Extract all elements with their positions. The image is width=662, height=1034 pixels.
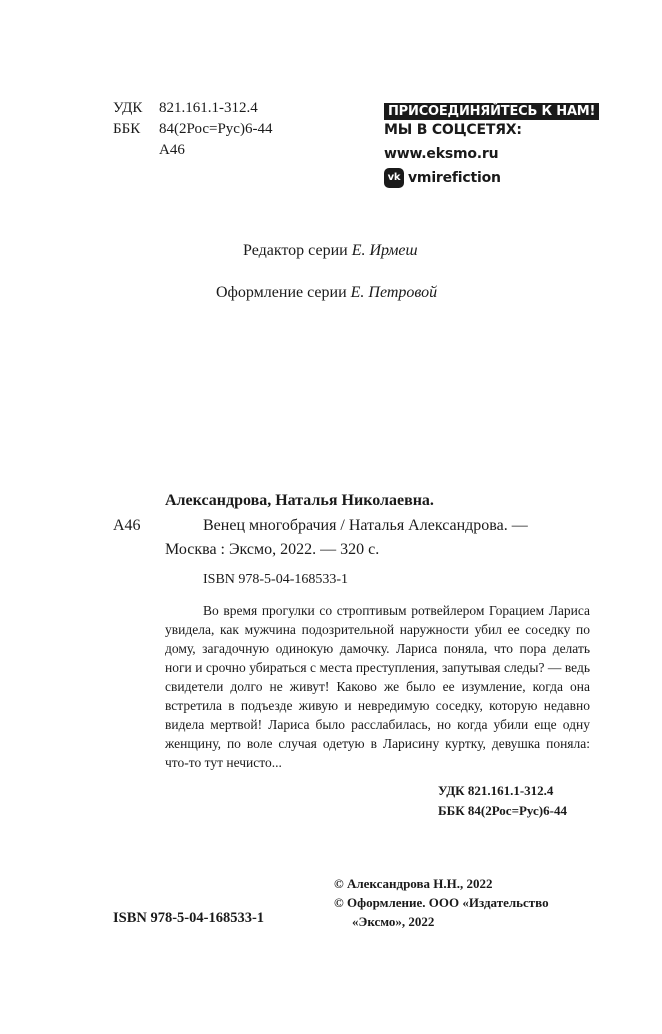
copyright-line-1: © Александрова Н.Н., 2022 <box>334 876 493 891</box>
udk-label: УДК <box>113 100 143 116</box>
editor-name: Е. Ирмеш <box>351 242 418 259</box>
udk-row <box>113 98 272 119</box>
design-name: Е. Петровой <box>350 284 438 301</box>
udk-value: 821.161.1-312.4 <box>159 100 258 116</box>
editor-credit <box>243 242 418 260</box>
copyright-line-2: © Оформление. ООО «Издательство <box>334 895 549 910</box>
bottom-udk: УДК 821.161.1-312.4 <box>438 783 554 798</box>
copyright-block <box>334 874 549 931</box>
copyright-line-3: «Эксмо», 2022 <box>352 914 435 929</box>
author-mark-row <box>113 140 272 161</box>
editor-label: Редактор серии <box>243 242 348 259</box>
vk-icon: vk <box>384 168 404 188</box>
annotation-text: Во время прогулки со строптивым ротвейлером Горацием Лариса увидела, как мужчина подозрительной наружности убил ее соседку по дому, загадочную одинокую дамочку. Лариса поняла, что пора делать ноги и срочно убираться с места преступления, запутывая следы? — ведь свидетели долго не живут! Каково же было ее изумление, когда она встретила в подъезде живую и невредимую соседку, которую недавно видела мертвой! Лариса было расслабилась, но когда убили еще одну женщину, по воле случая одетую в Ларисину куртку, девушка поняла: что-то тут нечисто... <box>165 603 590 770</box>
bib-isbn: ISBN 978-5-04-168533-1 <box>203 572 349 587</box>
vk-handle[interactable]: vmirefiction <box>408 170 501 186</box>
promo-banner: ПРИСОЕДИНЯЙТЕСЬ К НАМ! <box>384 103 599 120</box>
author-mark: А46 <box>159 142 185 158</box>
vk-row[interactable] <box>384 168 599 188</box>
social-caption: МЫ В СОЦСЕТЯХ: <box>384 122 522 138</box>
design-credit <box>216 284 437 302</box>
author-heading: Александрова, Наталья Николаевна. <box>165 492 434 509</box>
bbk-row <box>113 119 272 140</box>
bib-author-mark: А46 <box>113 517 141 534</box>
title-line: Венец многобрачия / Наталья Александрова. — <box>203 517 528 534</box>
design-label: Оформление серии <box>216 284 347 301</box>
classification-block <box>113 98 272 161</box>
publication-line: Москва : Эксмо, 2022. — 320 с. <box>165 541 380 558</box>
bbk-label: ББК <box>113 121 141 137</box>
website-link[interactable]: www.eksmo.ru <box>384 146 499 162</box>
bottom-bbk: ББК 84(2Рос=Рус)6-44 <box>438 803 567 818</box>
bbk-value: 84(2Рос=Рус)6-44 <box>159 121 273 137</box>
footer-isbn: ISBN 978-5-04-168533-1 <box>113 910 265 926</box>
promo-block <box>384 100 599 188</box>
